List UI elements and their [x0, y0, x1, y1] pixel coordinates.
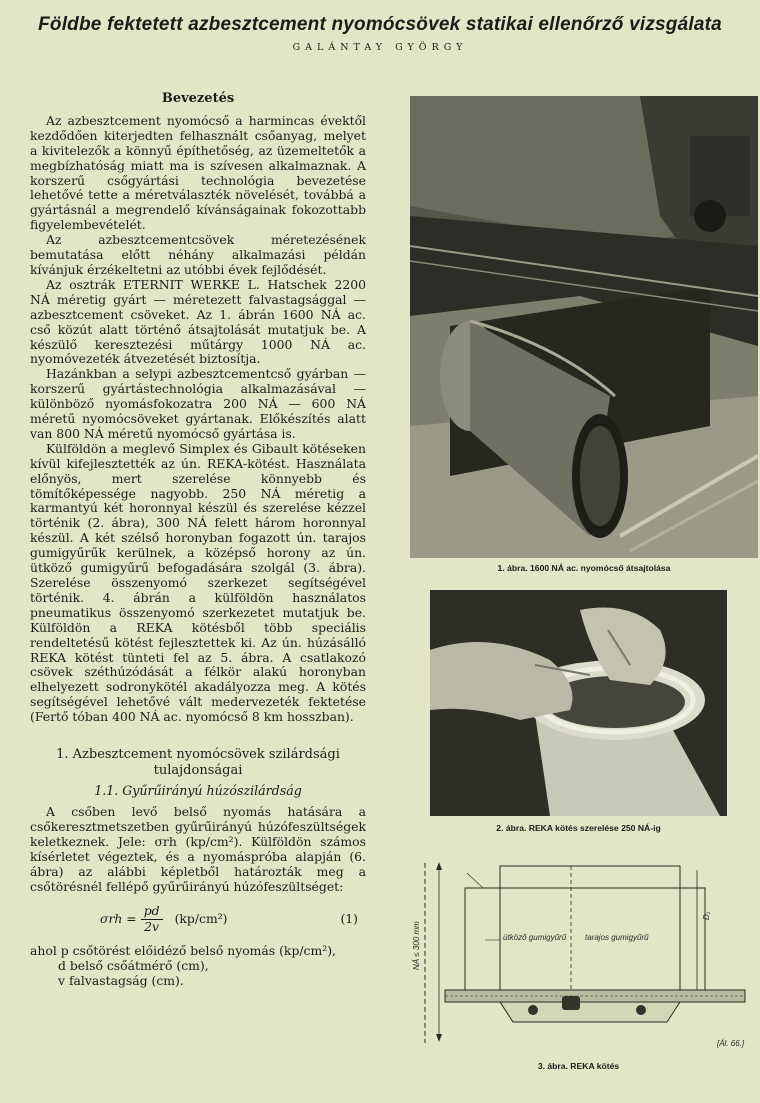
fig3-dimension: NÁ ≤ 300 mm [412, 921, 421, 970]
fig3-dimension-right: D₁ [702, 911, 711, 920]
intro-paragraph-4: Hazánkban a selypi azbesztcementcső gyárban — korszerű gyártástechnológia alkalmazásával — különböző nyomásfokozatra 200 NÁ — 600 NÁ méretű nyomócsöveket gyártanak. Előkészítés alatt van 800 NÁ méretű nyomócső gyártása is. [30, 366, 366, 441]
figure-3-drawing [405, 858, 757, 1050]
author-name: GALÁNTAY GYÖRGY [292, 42, 468, 53]
formula-denominator: 2v [144, 919, 160, 935]
section-1-paragraph: A csőben levő belső nyomás hatására a csőkeresztmetszetben gyűrűirányú húzófeszültségek keletkeznek. Jele: σrh (kp/cm²). Külföldön számos kísérletet végeztek, és a nyomáspróba alapján (6. ábra) az alábbi képletből határozták meg a csőtörésnél fellépő gyűrűirányú húzófeszültséget: [30, 803, 366, 894]
reka-assembly-photo [430, 590, 727, 816]
intro-paragraph-1: Az azbesztcement nyomócső a harmincas évektől kezdődően kiterjedten felhasznált csőanyag, melyet a kivitelezők a könnyű építhetőség, az üzemeltetők a megbízhatóság miatt ma is szívesen alkalmaznak. A korszerű csőgyártási technológia bevezetése lehetővé tette a méretválaszték növelését, továbbá a gyártásnál a megrendelő kívánságainak fokozottabb figyelembevételét. [30, 112, 366, 233]
figure-1-caption: 1. ábra. 1600 NÁ ac. nyomócső átsajtolása [497, 563, 671, 573]
formula-definitions [30, 944, 366, 989]
figure-2-photo [430, 590, 727, 816]
figure-3-caption: 3. ábra. REKA kötés [537, 1061, 620, 1071]
definition-p: ahol p csőtörést előidéző belső nyomás (kp/cm²), [30, 943, 336, 959]
formula-lhs: σrh = [100, 911, 137, 927]
subsection-1-1-heading: 1.1. Gyűrűirányú húzószilárdság [94, 783, 302, 799]
pipe-jacking-photo [410, 96, 758, 558]
figure-2-caption: 2. ábra. REKA kötés szerelése 250 NÁ-ig [496, 823, 661, 833]
paper-title: Földbe fektetett azbesztcement nyomócsövek statikai ellenőrző vizsgálata [38, 14, 722, 35]
reka-joint-diagram [405, 858, 757, 1050]
section-1-heading-line-1: 1. Azbesztcement nyomócsövek szilárdsági [56, 747, 340, 763]
fig3-label-left: ütköző gumigyűrű [503, 933, 567, 942]
intro-paragraph-5: Külföldön a meglevő Simplex és Gibault kötéseken kívül kifejlesztették az ún. REKA-kötést. Használata előnyös, mert szerelése könnyebb és tömítőképessége nagyobb. 250 NÁ méretig a karmantyú két horonnyal készül és szerelése kézzel történik (2. ábra), 300 NÁ felett három horonnyal készül. A két szélső horonyban fogazott ún. tarajos gumigyűrűk kerülnek, a középső horony az ún. ütköző gumigyűrű befogadására szolgál (3. ábra). Szerelése összenyomó szerkezet segítségével történik. 4. ábrán a külföldön használatos pneumatikus összenyomó szerkezetet mutatjuk be. Külföldön a REKA kötésből több speciális rendeltetésű kötést fejlesztettek ki. Az ún. húzásálló REKA kötést tünteti fel az 5. ábra. A csatlakozó csövek széthúzódását a félkör alakú horonyban elhelyezett sodronykötél akadályozza meg. A kötés segítségével lehetővé vált medervezeték fektetése (Fertő tóban 400 NÁ ac. nyomócső 8 km hosszban). [30, 440, 366, 725]
intro-heading: Bevezetés [161, 91, 235, 106]
definition-d: d belső csőátmérő (cm), [58, 958, 209, 974]
figure-1-photo [410, 96, 758, 558]
formula-1 [30, 904, 366, 935]
main-text-column [30, 92, 366, 989]
formula-fraction [141, 904, 163, 935]
formula-numerator: pd [141, 904, 163, 920]
intro-paragraph-3: Az osztrák ETERNIT WERKE L. Hatschek 2200 NÁ méretig gyárt — méretezett falvastagsággal — azbesztcement csöveket. Az 1. ábrán 1600 NÁ ac. cső közút alatt történő átsajtolását mutatjuk be. A készülő keresztezési műtárgy 1000 NÁ ac. nyomóvezeték átvezetését biztosítja. [30, 276, 366, 367]
formula-unit: (kp/cm²) [174, 911, 228, 927]
fig3-label-right: tarajos gumigyűrű [585, 933, 649, 942]
definition-v: v falvastagság (cm). [58, 973, 184, 989]
section-1-heading-line-2: tulajdonságai [153, 763, 243, 779]
fig3-reference: [Ál. 66.] [717, 1039, 745, 1048]
intro-paragraph-2: Az azbesztcementcsövek méretezésének bemutatása előtt néhány alkalmazási példán kívánjuk érzékeltetni az utóbbi évek fejlődését. [30, 232, 366, 277]
formula-number: (1) [340, 911, 358, 927]
